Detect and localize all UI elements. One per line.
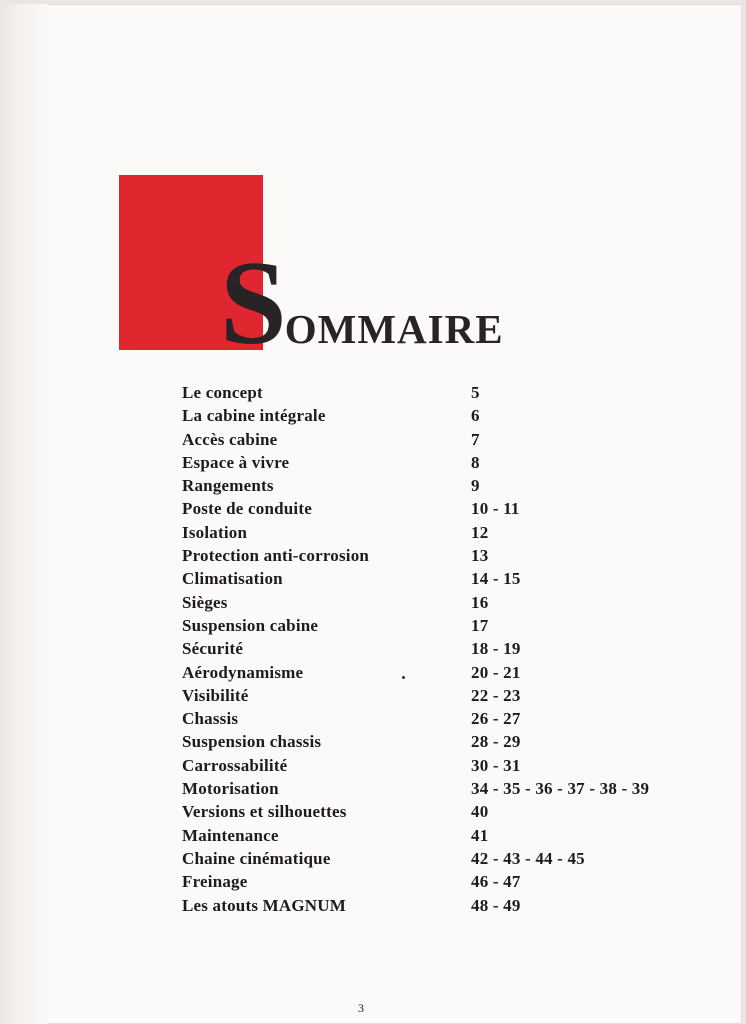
toc-entry-pages: 48 - 49: [471, 895, 521, 915]
toc-entry-pages: 20 - 21: [471, 662, 521, 682]
toc-entry-label: Protection anti-corrosion: [182, 546, 370, 566]
toc-entry-label: Le concept: [182, 383, 263, 402]
toc-entry: [182, 660, 702, 683]
toc-entry-pages: 6: [471, 406, 480, 426]
toc-entry-pages: 41: [471, 825, 489, 845]
toc-entry-label: Isolation: [182, 522, 248, 542]
toc-entry: [182, 403, 702, 426]
table-of-contents: [182, 380, 702, 916]
toc-entry: [182, 380, 702, 403]
toc-entry-label: Suspension cabine: [182, 615, 319, 635]
document-page: [0, 4, 742, 1024]
title-initial: S: [220, 236, 287, 369]
toc-entry: [182, 893, 702, 916]
page-title: [220, 236, 504, 369]
toc-entry-pages: 46 - 47: [471, 872, 521, 892]
toc-entry: [182, 590, 702, 613]
toc-entry-label: Poste de conduite: [182, 499, 312, 519]
toc-entry-pages: 30 - 31: [471, 755, 521, 775]
toc-entry: [182, 613, 702, 636]
toc-entry: [182, 450, 702, 473]
toc-entry-label: Aérodynamisme: [182, 662, 304, 682]
toc-entry-label: Chaine cinématique: [182, 848, 331, 868]
toc-entry-pages: 18 - 19: [471, 639, 521, 659]
toc-entry-label: Climatisation: [182, 569, 283, 589]
title-rest: OMMAIRE: [284, 306, 504, 352]
toc-entry-label: La cabine intégrale: [182, 406, 326, 426]
toc-entry: [182, 706, 702, 729]
toc-entry: [182, 427, 702, 450]
toc-entry: [182, 799, 702, 822]
toc-entry: [182, 520, 702, 543]
toc-entry-pages: 14 - 15: [471, 569, 521, 589]
toc-entry-pages: 10 - 11: [471, 499, 520, 519]
toc-entry-pages: 26 - 27: [471, 709, 521, 729]
toc-entry: [182, 566, 702, 589]
toc-entry-label: Freinage: [182, 872, 248, 892]
toc-entry: [182, 636, 702, 659]
page-number: 3: [358, 1001, 364, 1015]
page-spine-shadow: [0, 4, 48, 1024]
toc-entry-pages: 13: [471, 546, 489, 566]
toc-entry: [182, 753, 702, 776]
toc-entry-pages: 7: [471, 429, 480, 449]
toc-entry-pages: 17: [471, 615, 489, 635]
toc-entry: [182, 776, 702, 799]
toc-entry-label: Les atouts MAGNUM: [182, 895, 346, 915]
toc-entry-pages: 16: [471, 592, 489, 612]
toc-entry: [182, 823, 702, 846]
toc-entry-label: Espace à vivre: [182, 452, 290, 472]
toc-entry-pages: 40: [471, 802, 489, 822]
toc-entry-label: Chassis: [182, 709, 239, 729]
toc-entry: [182, 729, 702, 752]
toc-entry-label: Motorisation: [182, 779, 279, 799]
toc-entry-pages: 42 - 43 - 44 - 45: [471, 848, 585, 868]
toc-entry: [182, 543, 702, 566]
toc-entry: [182, 496, 702, 519]
toc-entry-label: Sécurité: [182, 639, 244, 659]
toc-entry-label: Carrossabilité: [182, 755, 288, 775]
toc-entry-pages: 5: [471, 383, 480, 402]
toc-entry-label: Accès cabine: [182, 429, 278, 449]
toc-entry-label: Maintenance: [182, 825, 279, 845]
toc-entry-label: Sièges: [182, 592, 228, 612]
toc-entry-pages: 9: [471, 476, 480, 496]
toc-entry-label: Rangements: [182, 476, 274, 496]
toc-entry: [182, 869, 702, 892]
toc-entry-label: Versions et silhouettes: [182, 802, 347, 822]
toc-entry-pages: 8: [471, 452, 480, 472]
toc-entry-pages: 28 - 29: [471, 732, 521, 752]
toc-entry: [182, 846, 702, 869]
toc-entry-pages: 22 - 23: [471, 685, 521, 705]
print-speck: [402, 676, 405, 679]
toc-entry: [182, 683, 702, 706]
toc-entry-pages: 12: [471, 522, 489, 542]
toc-entry-label: Visibilité: [182, 685, 249, 705]
toc-entry: [182, 473, 702, 496]
toc-entry-pages: 34 - 35 - 36 - 37 - 38 - 39: [471, 779, 650, 799]
toc-entry-label: Suspension chassis: [182, 732, 322, 752]
